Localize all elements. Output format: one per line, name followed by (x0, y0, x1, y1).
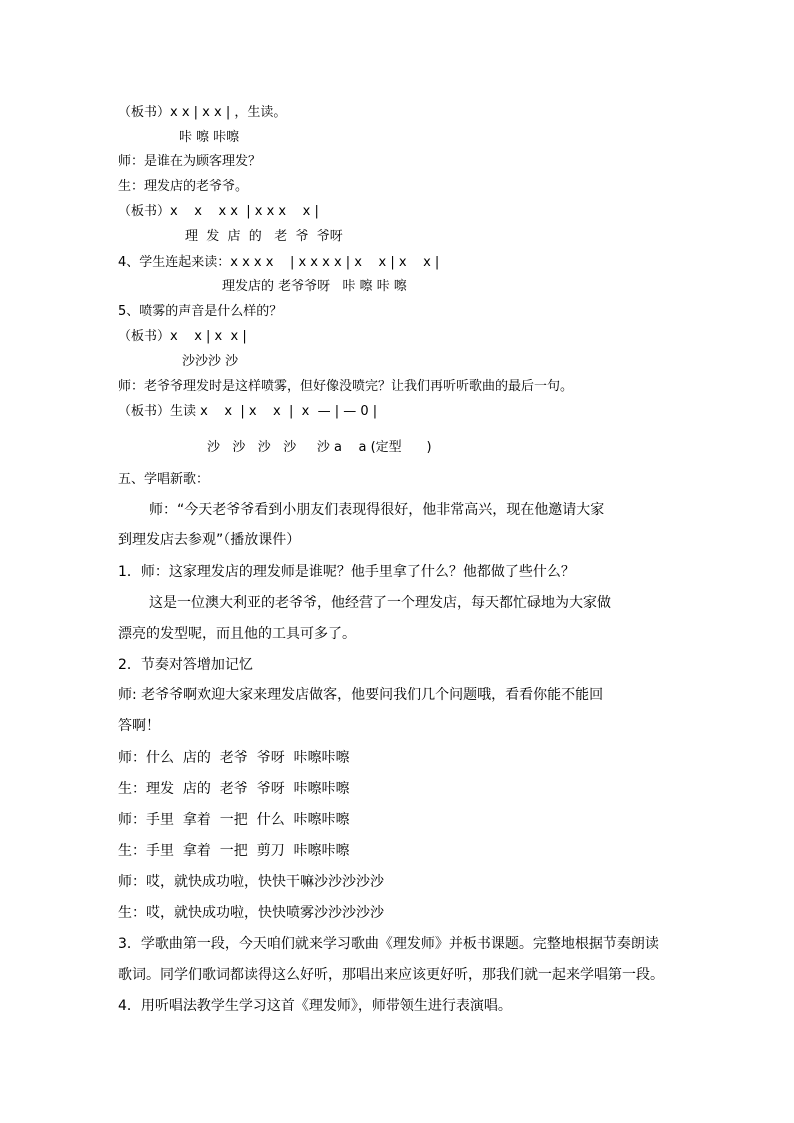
teacher-line: 师：是谁在为顾客理发？ (118, 154, 262, 169)
student-line: 生：理发店的老爷爷。 (118, 179, 249, 194)
student-line: 生：哎，就快成功啦，快快喷雾沙沙沙沙沙 (118, 905, 384, 921)
teacher-line: 师：“今天老爷爷看到小朋友们表现得很好，他非常高兴，现在他邀请大家 (149, 502, 605, 518)
text-line: 到理发店去参观”（播放课件） (118, 532, 301, 548)
section-heading: 五、学唱新歌： (118, 472, 210, 487)
text-line: （板书）x x | x x | ，生读。 (118, 105, 287, 120)
teacher-line: 师：老爷爷理发时是这样喷雾，但好像没喷完？让我们再听听歌曲的最后一句。 (118, 379, 574, 394)
text-line: 漂亮的发型呢，而且他的工具可多了。 (118, 626, 356, 642)
numbered-item: 2．节奏对答增加记忆 (118, 657, 253, 673)
numbered-item: 3．学歌曲第一段，今天咱们就来学习歌曲《理发师》并板书课题。完整地根据节奏朗读 (118, 936, 659, 952)
text-line: 5、喷雾的声音是什么样的？ (118, 304, 283, 319)
rhythm-notation: （板书）x x | x x | (118, 329, 247, 344)
text-line: 歌词。同学们歌词都读得这么好听，那唱出来应该更好听，那我们就一起来学唱第一段。 (118, 967, 664, 983)
lyrics-line: 沙 沙 沙 沙 沙 a a (定型 ) (207, 440, 432, 455)
student-line: 生：手里 拿着 一把 剪刀 咔嚓咔嚓 (118, 843, 350, 859)
teacher-line: 师：哎，就快成功啦，快快干嘛沙沙沙沙沙 (118, 874, 384, 890)
lyrics-line: 理 发 店 的 老 爷 爷呀 (185, 229, 343, 244)
text-line: 答啊！ (118, 718, 160, 734)
text-line: 这是一位澳大利亚的老爷爷，他经营了一个理发店，每天都忙碌地为大家做 (149, 595, 611, 611)
rhythm-notation: （板书）生读 x x | x x | x — | — 0 | (118, 404, 378, 419)
numbered-item: 1．师：这家理发店的理发师是谁呢？他手里拿了什么？他都做了些什么？ (118, 564, 575, 580)
numbered-item: 4．用听唱法教学生学习这首《理发师》，师带领生进行表演唱。 (118, 998, 512, 1014)
teacher-line: 师：什么 店的 老爷 爷呀 咔嚓咔嚓 (118, 750, 350, 766)
student-line: 生：理发 店的 老爷 爷呀 咔嚓咔嚓 (118, 781, 350, 797)
teacher-line: 师: 老爷爷啊欢迎大家来理发店做客，他要问我们几个问题哦，看看你能不能回 (118, 687, 604, 703)
lyrics-line: 咔 嚓 咔嚓 (179, 130, 240, 145)
teacher-line: 师：手里 拿着 一把 什么 咔嚓咔嚓 (118, 812, 350, 828)
lyrics-line: 理发店的 老爷爷呀 咔 嚓 咔 嚓 (222, 279, 407, 294)
text-line: 4、学生连起来读：x x x x | x x x x | x x | x x | (118, 255, 440, 270)
rhythm-notation: （板书）x x x x | x x x x | (118, 204, 319, 219)
lyrics-line: 沙沙沙 沙 (182, 354, 239, 369)
